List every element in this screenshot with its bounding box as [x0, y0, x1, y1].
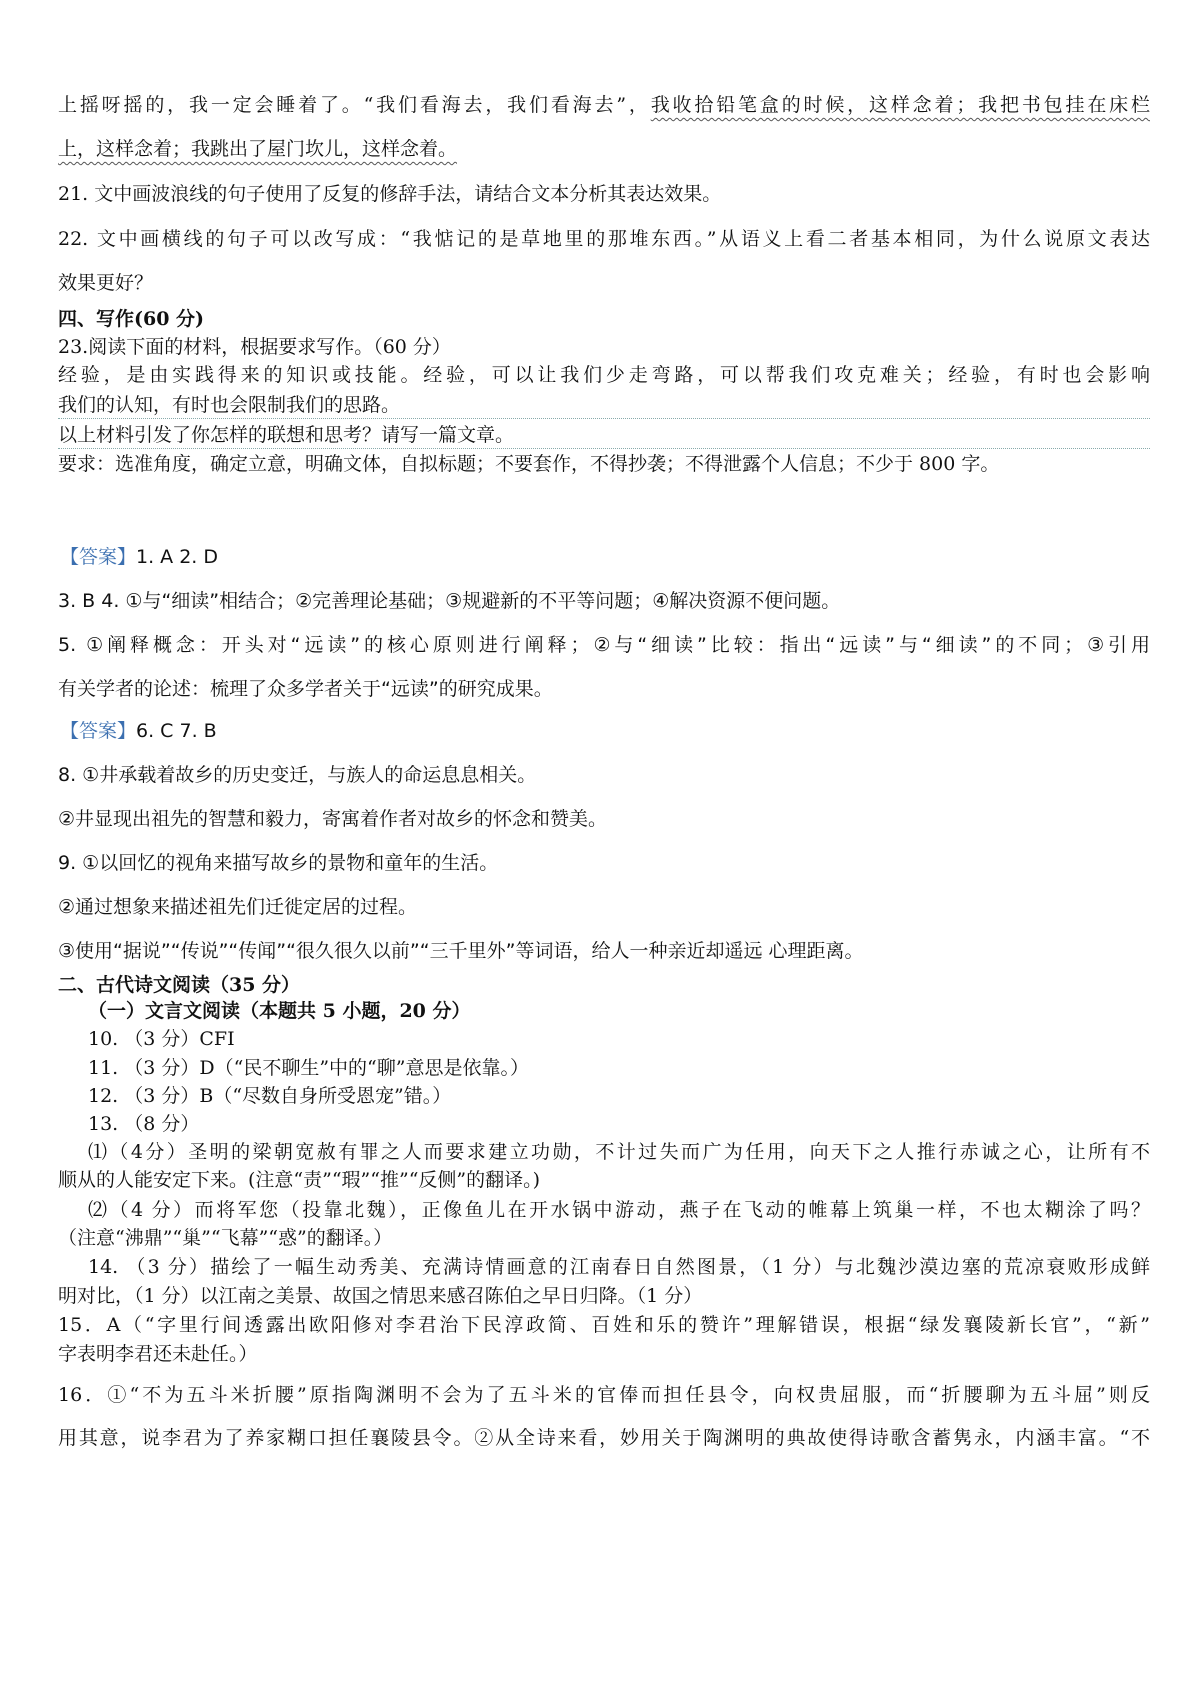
answer-text: 5. ①阐释概念：开头对“远读”的核心原则进行阐释；②与“细读”比较：指出“远读”与“细读”的不同；③引用: [58, 634, 1150, 656]
answer-14-line-1: [88, 1254, 1150, 1280]
material-text: 经验，是由实践得来的知识或技能。经验，可以让我们少走弯路，可以帮我们攻克难关；经验，有时也会影响: [58, 364, 1150, 386]
answer-15-line-1: [58, 1312, 1150, 1338]
answer-9-2: ②通过想象来描述祖先们迁徙定居的过程。: [58, 896, 418, 918]
writing-prompt: [58, 422, 1150, 449]
writing-requirements: 要求：选准角度，确定立意，明确文体，自拟标题；不要套作，不得抄袭；不得泄露个人信息；不少于 800 字。: [58, 453, 1000, 475]
wavy-underlined-sentence: 我收拾铅笔盒的时候，这样念着；我把书包挂在床栏: [650, 94, 1150, 116]
question-23: 23.阅读下面的材料，根据要求写作。（60 分）: [58, 336, 451, 358]
material-line-2: [58, 392, 1150, 419]
answer-12: 12. （3 分）B（“尽数自身所受恩宠”错。）: [88, 1085, 452, 1107]
answer-text: ⑴（4分）圣明的梁朝宽赦有罪之人而要求建立功勋，不计过失而广为任用，向天下之人推行赤诚之心，让所有不: [88, 1141, 1150, 1163]
answer-16-line-1: [58, 1382, 1150, 1408]
section-heading-writing: 四、写作(60 分): [58, 308, 205, 330]
answer-13-2-line-2: （注意“沸鼎”“巢”“飞幕”“惑”的翻译。）: [58, 1227, 393, 1249]
answer-text: 用其意，说李君为了养家糊口担任襄陵县令。②从全诗来看，妙用关于陶渊明的典故使得诗歌含蓄隽永，内涵丰富。“不: [58, 1427, 1150, 1449]
answer-text: 16．①“不为五斗米折腰”原指陶渊明不会为了五斗米的官俸而担任县令，向权贵屈服，而“折腰聊为五斗屈”则反: [58, 1384, 1150, 1406]
answer-5-line-1: [58, 632, 1150, 658]
answer-text: 1. A 2. D: [136, 546, 219, 568]
question-22-line-2: 效果更好？: [58, 272, 154, 294]
answer-13-2-line-1: [88, 1197, 1150, 1223]
answer-9-1: 9. ①以回忆的视角来描写故乡的景物和童年的生活。: [58, 852, 499, 874]
question-22-line-1: [58, 226, 1150, 252]
passage-line-2: [58, 136, 457, 162]
answer-13-1-line-1: [88, 1139, 1150, 1165]
answer-text: ⑵（4 分）而将军您（投靠北魏），正像鱼儿在开水锅中游动，燕子在飞动的帷幕上筑巢一样，不也太糊涂了吗？: [88, 1199, 1150, 1221]
answer-13-1-line-2: 顺从的人能安定下来。(注意“责”“瑕”“推”“反侧”的翻译。): [58, 1169, 541, 1191]
section-heading-ancient-poetry: 二、古代诗文阅读（35 分）: [58, 974, 301, 996]
passage-line-1: [58, 92, 1150, 118]
answer-13: 13. （8 分）: [88, 1113, 200, 1135]
answer-15-line-2: 字表明李君还未赴任。）: [58, 1343, 258, 1365]
answer-6-7: [60, 718, 217, 744]
answer-8-1: 8. ①井承载着故乡的历史变迁，与族人的命运息息相关。: [58, 764, 537, 786]
passage-text: 上摇呀摇的，我一定会睡着了。“我们看海去，我们看海去”，: [58, 94, 651, 116]
wavy-underlined-sentence: 上，这样念着；我跳出了屋门坎儿，这样念着。: [58, 138, 458, 160]
answer-16-line-2: [58, 1425, 1150, 1451]
answer-9-3: ③使用“据说”“传说”“传闻”“很久很久以前”“三千里外”等词语，给人一种亲近却遥远 心理距离。: [58, 940, 864, 962]
question-22-text: 22. 文中画横线的句子可以改写成：“我惦记的是草地里的那堆东西。”从语义上看二者基本相同，为什么说原文表达: [58, 228, 1150, 250]
material-line-1: [58, 362, 1150, 388]
answer-5-line-2: 有关学者的论述：梳理了众多学者关于“远读”的研究成果。: [58, 678, 553, 700]
material-text: 我们的认知，有时也会限制我们的思路。: [58, 392, 1150, 419]
subsection-heading-classical-chinese: （一）文言文阅读（本题共 5 小题，20 分）: [88, 1000, 471, 1022]
answer-text: 14. （3 分）描绘了一幅生动秀美、充满诗情画意的江南春日自然图景，（1 分）与北魏沙漠边塞的荒凉衰败形成鲜: [88, 1256, 1150, 1278]
answer-text: 6. C 7. B: [136, 720, 217, 742]
answer-3-4: 3. B 4. ①与“细读”相结合；②完善理论基础；③规避新的不平等问题；④解决资源不便问题。: [58, 590, 841, 612]
answer-14-line-2: 明对比，（1 分）以江南之美景、故国之情思来感召陈伯之早日归降。（1 分）: [58, 1285, 703, 1307]
answer-tag: 【答案】: [60, 546, 137, 568]
prompt-text: 以上材料引发了你怎样的联想和思考？请写一篇文章。: [58, 422, 1150, 449]
answer-tag: 【答案】: [60, 720, 137, 742]
answer-10: 10. （3 分）CFI: [88, 1028, 235, 1050]
answer-11: 11. （3 分）D（“民不聊生”中的“聊”意思是依靠。）: [88, 1057, 529, 1079]
answer-text: 15．A（“字里行间透露出欧阳修对李君治下民淳政简、百姓和乐的赞许”理解错误，根据“绿发襄陵新长官”，“新”: [58, 1314, 1150, 1336]
answer-1-2: [60, 544, 218, 570]
question-21: 21. 文中画波浪线的句子使用了反复的修辞手法，请结合文本分析其表达效果。: [58, 183, 722, 205]
answer-8-2: ②井显现出祖先的智慧和毅力，寄寓着作者对故乡的怀念和赞美。: [58, 808, 608, 830]
